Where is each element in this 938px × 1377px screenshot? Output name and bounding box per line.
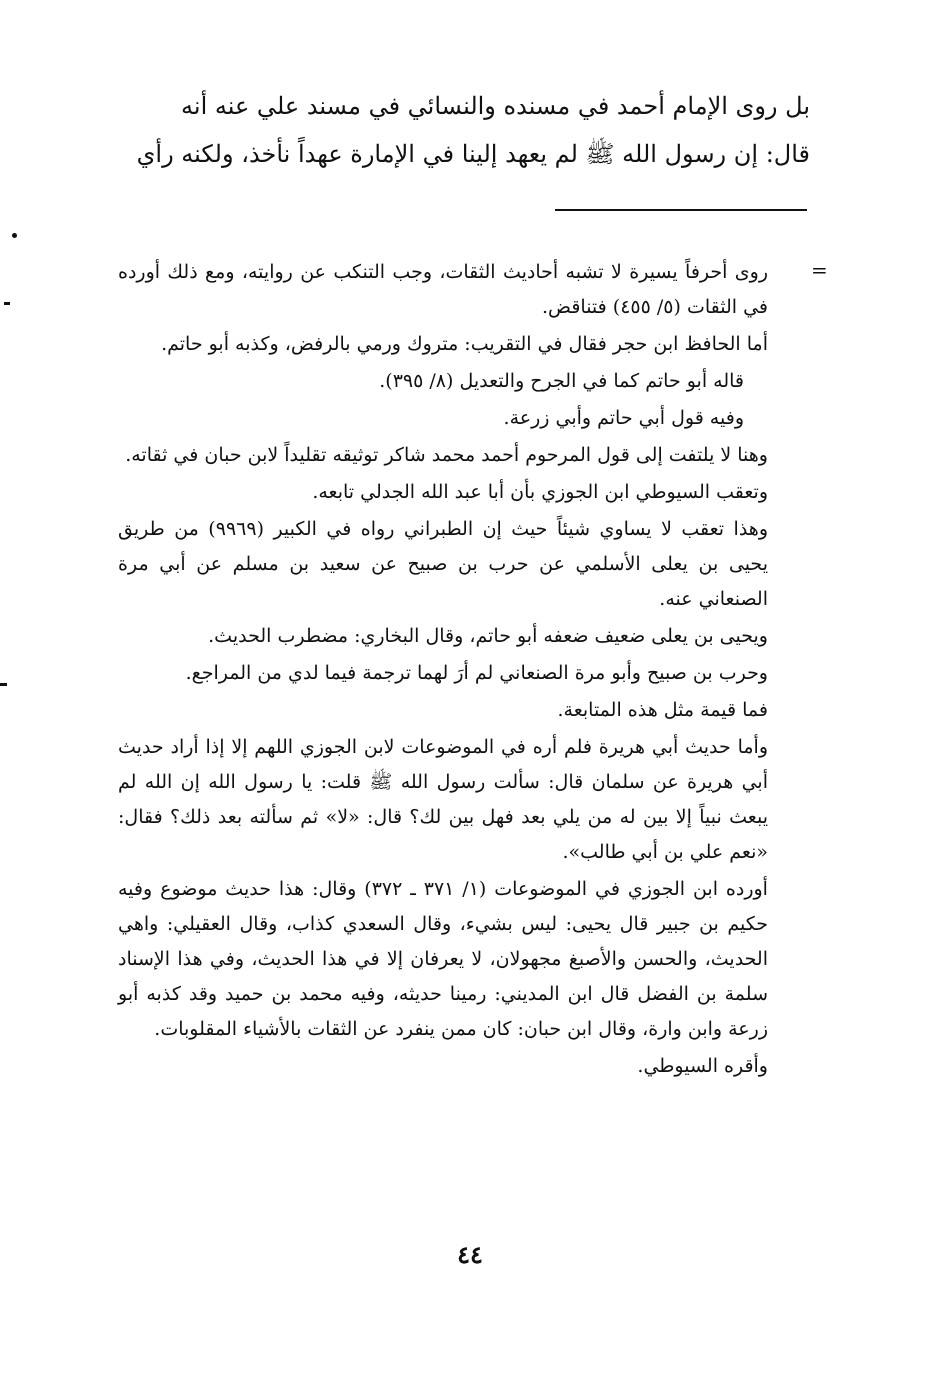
footnote-paragraph: روى أحرفاً يسيرة لا تشبه أحاديث الثقات، وجب التنكب عن روايته، ومع ذلك أورده في الثقات (٥/ ٤٥٥) فتناقض. bbox=[118, 261, 768, 318]
footnote-paragraph: أورده ابن الجوزي في الموضوعات (١/ ٣٧١ ـ ٣٧٢) وقال: هذا حديث موضوع وفيه حكيم بن جبير قال يحيى: ليس بشيء، وقال السعدي كذاب، وقال العقيلي: واهي الحديث، والحسن والأصبغ مجهولان، لا يعرفان إلا في هذا الحديث، وفي هذا الإسناد سلمة بن الفضل قال ابن المديني: رمينا حديثه، وفيه محمد بن حميد وقد كذبه أبو زرعة وابن وارة، وقال ابن حبان: كان ممن ينفرد عن الثقات بالأشياء المقلوبات. bbox=[118, 878, 768, 1040]
page-number: ٤٤ bbox=[457, 1240, 483, 1269]
footnote-paragraph: وأما حديث أبي هريرة فلم أره في الموضوعات لابن الجوزي اللهم إلا إذا أراد حديث أبي هريرة عن سلمان قال: سألت رسول الله ﷺ قلت: يا رسول الله إن الله لم يبعث نبياً إلا بين له من يلي بعد فهل بين لك؟ قال: «لا» ثم سألته بعد ذلك؟ فقال: «نعم علي بن أبي طالب». bbox=[118, 736, 768, 863]
footnote-paragraph: وأقره السيوطي. bbox=[637, 1055, 768, 1077]
scan-speck-mark bbox=[0, 683, 7, 686]
footnote-paragraph: ويحيى بن يعلى ضعيف ضعفه أبو حاتم، وقال البخاري: مضطرب الحديث. bbox=[208, 625, 768, 647]
footnote-separator-rule bbox=[555, 209, 807, 211]
main-text-line: قال: إن رسول الله ﷺ لم يعهد إلينا في الإمارة عهداً نأخذ، ولكنه رأي bbox=[136, 140, 810, 168]
footnotes-block bbox=[118, 255, 768, 1086]
footnote-paragraph: وهنا لا يلتفت إلى قول المرحوم أحمد محمد شاكر توثيقه تقليداً لابن حبان في ثقاته. bbox=[125, 444, 768, 466]
scan-speck-mark bbox=[12, 233, 17, 238]
footnote-paragraph: وهذا تعقب لا يساوي شيئاً حيث إن الطبراني رواه في الكبير (٩٩٦٩) من طريق يحيى بن يعلى الأسلمي عن حرب بن صبيح عن سعيد بن مسلم عن أبي مرة الصنعاني عنه. bbox=[118, 518, 768, 610]
main-text-block bbox=[100, 82, 810, 178]
footnote-continuation-mark: = bbox=[811, 258, 828, 282]
footnote-paragraph: وفيه قول أبي حاتم وأبي زرعة. bbox=[503, 407, 744, 429]
main-text-line: بل روى الإمام أحمد في مسنده والنسائي في مسند علي عنه أنه bbox=[181, 92, 810, 120]
scan-speck-mark bbox=[4, 302, 10, 305]
footnote-paragraph: أما الحافظ ابن حجر فقال في التقريب: متروك ورمي بالرفض، وكذبه أبو حاتم. bbox=[161, 333, 768, 355]
footnote-paragraph: وحرب بن صبيح وأبو مرة الصنعاني لم أرَ لهما ترجمة فيما لدي من المراجع. bbox=[185, 662, 768, 684]
footnote-paragraph: قاله أبو حاتم كما في الجرح والتعديل (٨/ ٣٩٥). bbox=[379, 370, 744, 392]
footnote-paragraph: فما قيمة مثل هذه المتابعة. bbox=[557, 699, 768, 721]
footnote-paragraph: وتعقب السيوطي ابن الجوزي بأن أبا عبد الله الجدلي تابعه. bbox=[312, 481, 768, 503]
